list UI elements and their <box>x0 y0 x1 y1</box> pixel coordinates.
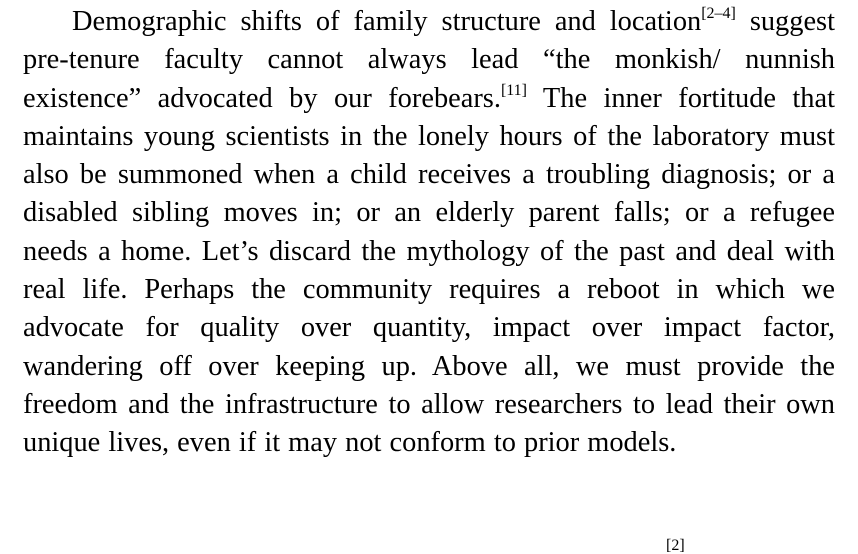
citation-reference[interactable]: [11] <box>500 81 527 99</box>
body-paragraph <box>23 0 835 463</box>
paragraph-text: The inner fortitude that maintains young scientists in the lonely hours of the laboratory must also be summoned when a child receives a troubling diagnosis; or a disabled sibling moves in; or an elderly parent falls; or a refugee needs a home. Let’s discard the mythology of the past and deal with real life. Perhaps the community requires a reboot in which we advocate for quality over quantity, impact over impact factor, wandering off over keeping up. Above all, we must provide the freedom and the infrastructure to allow researchers to lead their own unique lives, even if it may not conform to prior models. <box>23 82 835 459</box>
paragraph-text: suggest pre-tenure faculty cannot always lead “the monkish/ nunnish existence” advocated by our forebears. <box>23 6 835 114</box>
citation-reference[interactable]: [2–4] <box>701 5 736 22</box>
paragraph-text: Demographic shifts of family structure and location <box>72 6 702 37</box>
cutoff-citation-reference: [2] <box>666 537 685 554</box>
document-page <box>23 0 835 544</box>
